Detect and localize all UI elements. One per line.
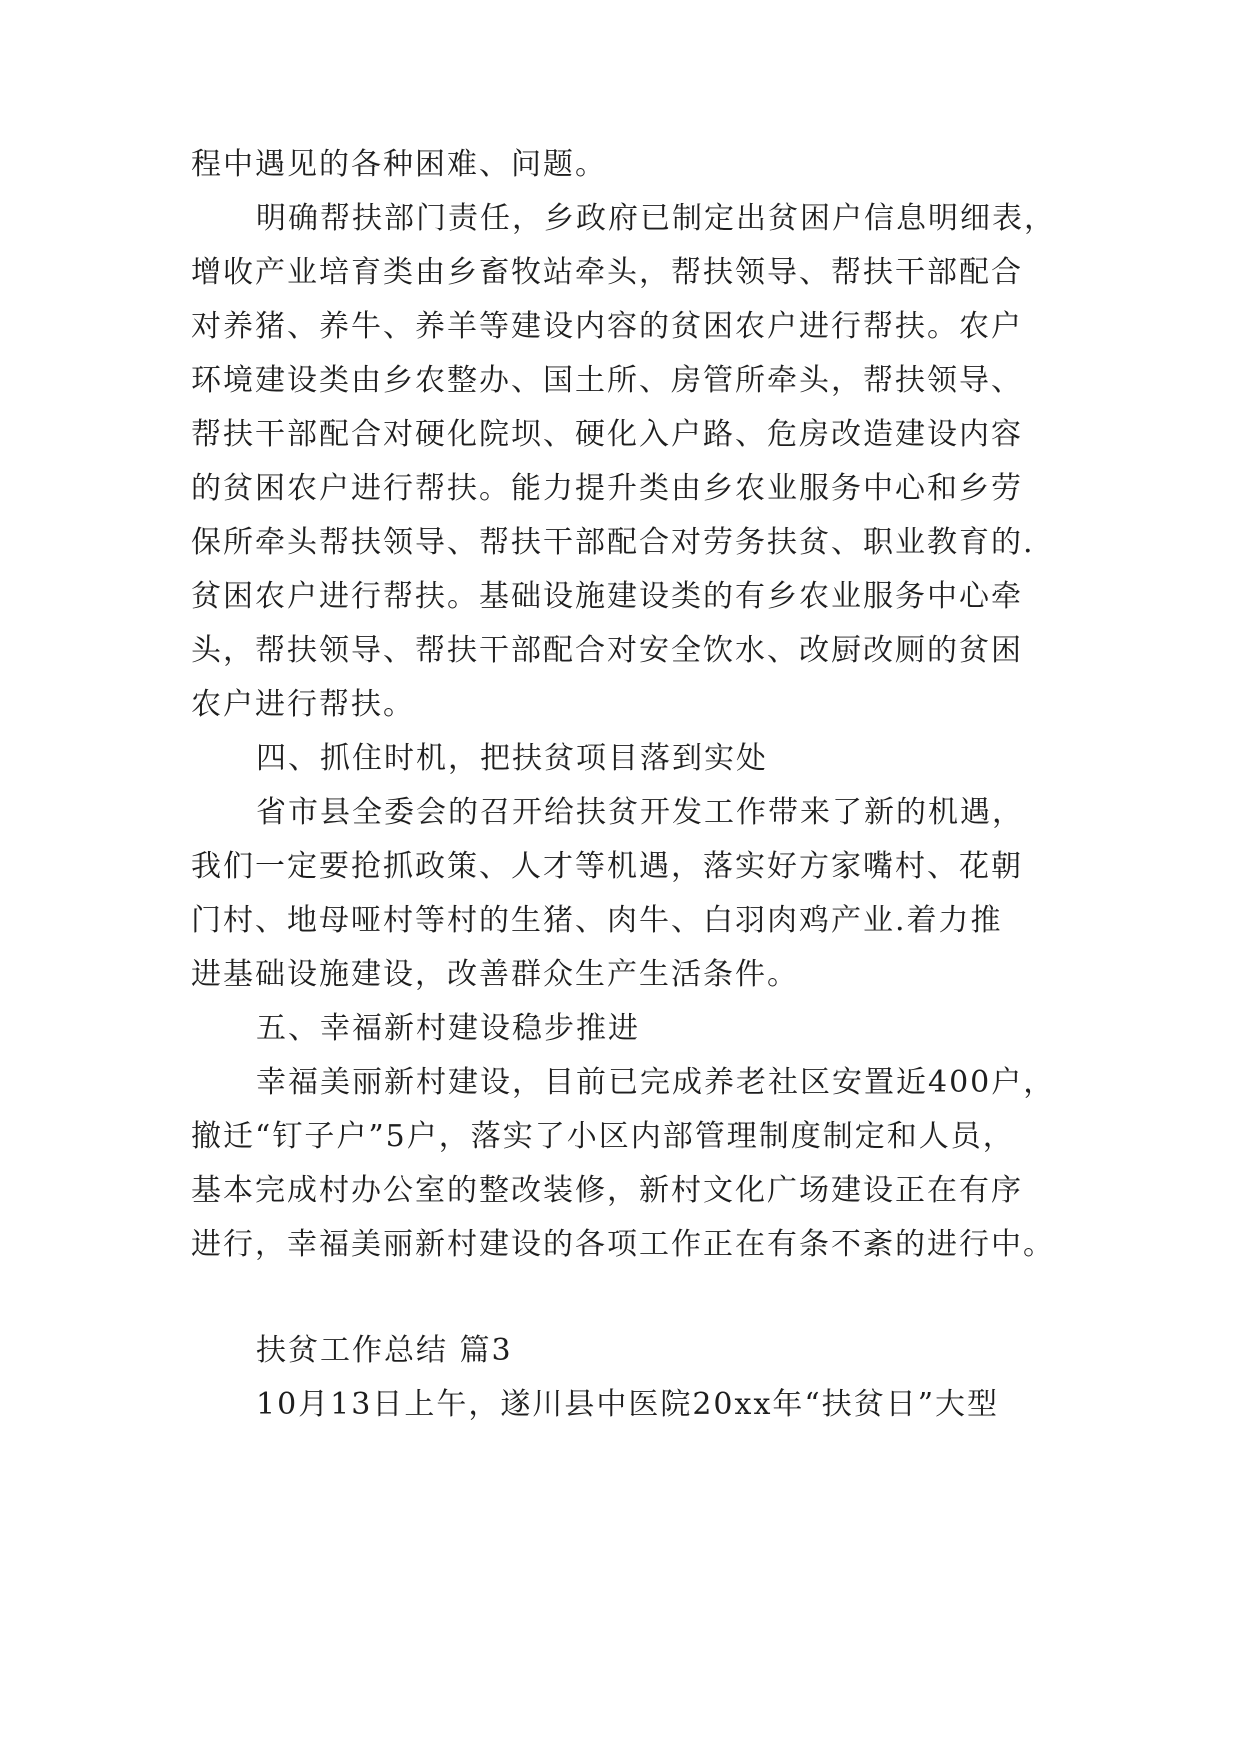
text-line: 帮扶干部配合对硬化院坝、硬化入户路、危房改造建设内容 [191,417,1023,452]
text-line: 进行，幸福美丽新村建设的各项工作正在有条不紊的进行中。 [191,1227,1055,1262]
text-line: 贫困农户进行帮扶。基础设施建设类的有乡农业服务中心牵 [191,579,1023,614]
section-heading: 四、抓住时机，把扶贫项目落到实处 [256,741,768,776]
text-line: 头，帮扶领导、帮扶干部配合对安全饮水、改厨改厕的贫困 [191,633,1023,668]
text-line: 省市县全委会的召开给扶贫开发工作带来了新的机遇， [256,795,1024,830]
section-heading: 五、幸福新村建设稳步推进 [256,1011,640,1046]
text-line: 基本完成村办公室的整改装修，新村文化广场建设正在有序 [191,1173,1023,1208]
text-line: 增收产业培育类由乡畜牧站牵头，帮扶领导、帮扶干部配合 [191,255,1023,290]
text-line: 进基础设施建设，改善群众生产生活条件。 [191,957,799,992]
text-line: 门村、地母哑村等村的生猪、肉牛、白羽肉鸡产业.着力推 [191,903,1003,938]
article-title: 扶贫工作总结 篇3 [256,1333,513,1368]
text-line: 农户进行帮扶。 [191,687,415,722]
text-line: 环境建设类由乡农整办、国土所、房管所牵头，帮扶领导、 [191,363,1023,398]
text-line: 明确帮扶部门责任，乡政府已制定出贫困户信息明细表， [256,201,1056,236]
text-line: 幸福美丽新村建设，目前已完成养老社区安置近400户， [256,1065,1056,1100]
text-line: 的贫困农户进行帮扶。能力提升类由乡农业服务中心和乡劳 [191,471,1023,506]
text-line: 程中遇见的各种困难、问题。 [191,147,607,182]
text-line: 撤迁“钉子户”5户，落实了小区内部管理制度制定和人员， [191,1119,1015,1154]
text-line: 保所牵头帮扶领导、帮扶干部配合对劳务扶贫、职业教育的. [191,525,1035,560]
text-line: 对养猪、养牛、养羊等建设内容的贫困农户进行帮扶。农户 [191,309,1023,344]
text-line: 我们一定要抢抓政策、人才等机遇，落实好方家嘴村、花朝 [191,849,1023,884]
text-line: 10月13日上午，遂川县中医院20xx年“扶贫日”大型 [256,1387,1000,1422]
